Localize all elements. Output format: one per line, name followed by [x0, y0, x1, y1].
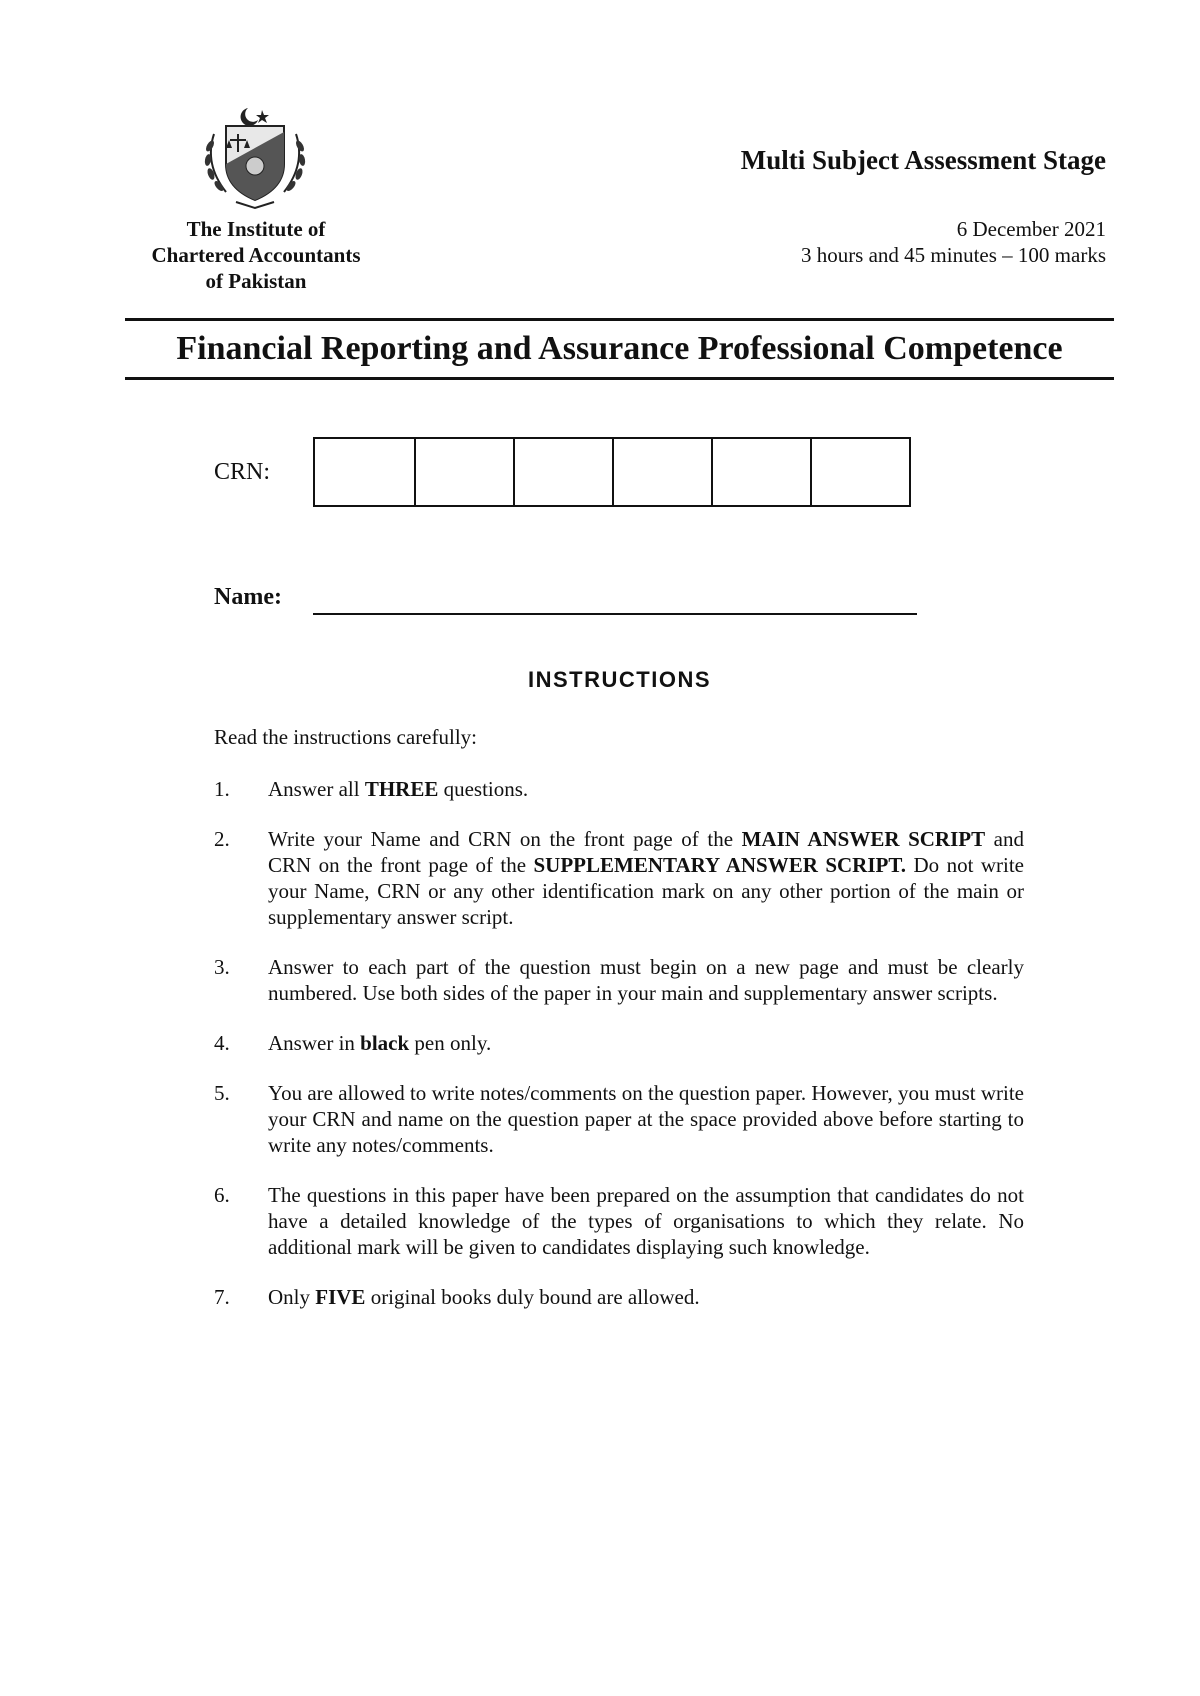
instruction-number: 5.	[214, 1081, 230, 1105]
institute-name	[120, 216, 392, 294]
instruction-text	[268, 776, 1024, 802]
instruction-number: 7.	[214, 1285, 230, 1309]
title-bottom-rule	[125, 377, 1114, 380]
instruction-text-run: Answer to each part of the question must begin on a new page and must be clearly numbered. Use both sides of the paper in your main and supplementary answer scripts.	[268, 955, 1024, 1005]
instruction-text	[268, 1080, 1024, 1158]
instruction-emphasis: MAIN ANSWER SCRIPT	[741, 827, 986, 851]
crn-digit-box[interactable]	[513, 439, 612, 505]
instruction-item	[214, 1182, 1024, 1260]
crn-digit-box[interactable]	[612, 439, 711, 505]
title-top-rule	[125, 318, 1114, 321]
instruction-text-run: Write your Name and CRN on the front page of the	[268, 827, 742, 851]
exam-date: 6 December 2021	[956, 217, 1106, 241]
instruction-number: 1.	[214, 777, 230, 801]
crn-label: CRN:	[214, 459, 271, 485]
institute-name-line: of Pakistan	[205, 269, 307, 293]
instruction-emphasis: THREE	[364, 777, 439, 801]
instructions-heading: INSTRUCTIONS	[528, 667, 711, 692]
instruction-text	[268, 954, 1024, 1006]
instruction-text-run: You are allowed to write notes/comments on the question paper. However, you must write your CRN and name on the question paper at the space provided above before starting to write any notes/comments.	[268, 1081, 1024, 1157]
instruction-text-run: Do not write your Name, CRN or any other identification mark on any other portion of the main or supplementary answer script.	[268, 853, 1025, 929]
instruction-text	[268, 1284, 1024, 1310]
exam-duration: 3 hours and 45 minutes – 100 marks	[800, 243, 1106, 267]
instruction-text-run: The questions in this paper have been prepared on the assumption that candidates do not have a detailed knowledge of the types of organisations to which they relate. No additional mark will be given to candidates displaying such knowledge.	[268, 1183, 1024, 1259]
assessment-stage: Multi Subject Assessment Stage	[740, 145, 1106, 175]
instruction-text-run: original books duly bound are allowed.	[365, 1285, 700, 1309]
instruction-emphasis: SUPPLEMENTARY ANSWER SCRIPT.	[533, 853, 907, 877]
instruction-number: 4.	[214, 1031, 230, 1055]
institute-emblem-logo	[196, 104, 314, 210]
instruction-emphasis: black	[360, 1031, 410, 1055]
instruction-number: 2.	[214, 827, 230, 851]
instruction-item	[214, 1284, 1024, 1310]
crn-digit-box[interactable]	[315, 439, 414, 505]
instruction-text-run: Answer in	[268, 1031, 361, 1055]
institute-name-line: The Institute of	[186, 217, 326, 241]
instruction-text-run: Answer all	[268, 777, 365, 801]
instruction-number: 6.	[214, 1183, 230, 1207]
crn-digit-box[interactable]	[810, 439, 909, 505]
instruction-item	[214, 1030, 1024, 1056]
instruction-text-run: questions.	[438, 777, 529, 801]
instruction-item	[214, 826, 1024, 930]
instruction-text	[268, 1030, 1024, 1056]
instructions-list	[214, 776, 1024, 1334]
crn-input-boxes[interactable]	[313, 437, 911, 507]
instruction-number: 3.	[214, 955, 230, 979]
instruction-item	[214, 776, 1024, 802]
instruction-item	[214, 954, 1024, 1006]
instruction-text-run: and CRN on the front page of the	[268, 827, 1024, 877]
instructions-intro: Read the instructions carefully:	[214, 725, 478, 749]
name-label: Name:	[214, 584, 282, 610]
paper-title: Financial Reporting and Assurance Professional Competence	[176, 330, 1063, 367]
instruction-item	[214, 1080, 1024, 1158]
name-field-line[interactable]	[313, 613, 917, 615]
instruction-text	[268, 1182, 1024, 1260]
instruction-emphasis: FIVE	[315, 1285, 366, 1309]
crn-digit-box[interactable]	[711, 439, 810, 505]
instruction-text	[268, 826, 1024, 930]
crn-digit-box[interactable]	[414, 439, 513, 505]
institute-name-line: Chartered Accountants	[151, 243, 361, 267]
instruction-text-run: pen only.	[409, 1031, 492, 1055]
instruction-text-run: Only	[268, 1285, 316, 1309]
exam-meta	[801, 216, 1106, 268]
